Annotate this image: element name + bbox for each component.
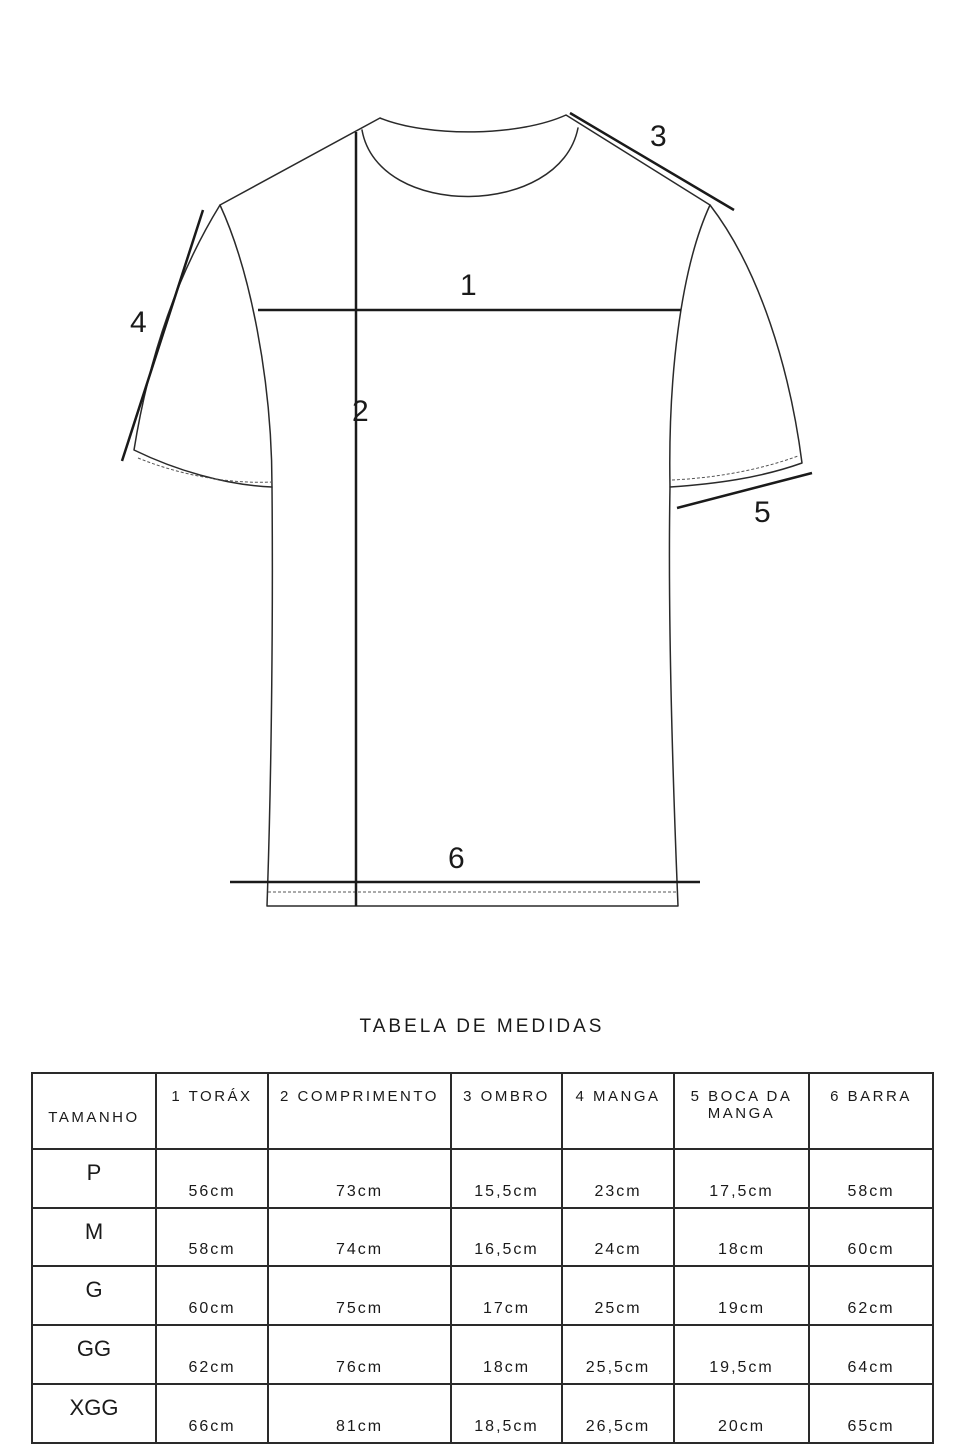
table-cell: 19cm [674,1266,809,1325]
table-row [32,1149,933,1208]
table-cell: 73cm [268,1149,451,1208]
right-armhole-seam [670,205,710,487]
table-cell: 25,5cm [562,1325,674,1384]
table-cell: 81cm [268,1384,451,1443]
size-cell: GG [32,1325,156,1384]
size-cell: XGG [32,1384,156,1443]
table-cell: 25cm [562,1266,674,1325]
table-cell: 62cm [156,1325,268,1384]
label-4: 4 [130,306,147,339]
left-sleeve-stitch [138,458,272,482]
table-cell: 76cm [268,1325,451,1384]
table-cell: 75cm [268,1266,451,1325]
table-cell: 17cm [451,1266,562,1325]
table-row [32,1266,933,1325]
table-row [32,1325,933,1384]
size-table-title: TABELA DE MEDIDAS [359,1016,605,1037]
table-cell: 58cm [809,1149,933,1208]
table-cell: 60cm [156,1266,268,1325]
header-hem: 6 BARRA [809,1073,933,1149]
table-cell: 66cm [156,1384,268,1443]
table-cell: 62cm [809,1266,933,1325]
right-sleeve-stitch [672,456,798,480]
table-cell: 64cm [809,1325,933,1384]
header-shoulder: 3 OMBRO [451,1073,562,1149]
left-armhole-seam [220,205,272,487]
label-3: 3 [650,120,667,153]
table-cell: 56cm [156,1149,268,1208]
table-cell: 20cm [674,1384,809,1443]
label-6: 6 [448,842,465,875]
table-cell: 65cm [809,1384,933,1443]
table-row [32,1208,933,1266]
collar-inner [362,128,578,197]
label-2: 2 [352,395,369,428]
label-1: 1 [460,269,477,302]
header-sleeve: 4 MANGA [562,1073,674,1149]
table-header-row [32,1073,933,1149]
tshirt-outline [134,115,802,906]
table-cell: 15,5cm [451,1149,562,1208]
table-cell: 74cm [268,1208,451,1266]
header-length: 2 COMPRIMENTO [268,1073,451,1149]
size-cell: G [32,1266,156,1325]
header-chest: 1 TORÁX [156,1073,268,1149]
table-cell: 23cm [562,1149,674,1208]
table-row [32,1384,933,1443]
table-cell: 18,5cm [451,1384,562,1443]
table-cell: 18cm [674,1208,809,1266]
table-cell: 24cm [562,1208,674,1266]
table-cell: 17,5cm [674,1149,809,1208]
header-size: TAMANHO [32,1073,156,1149]
table-cell: 58cm [156,1208,268,1266]
label-5: 5 [754,496,771,529]
table-cell: 16,5cm [451,1208,562,1266]
size-cell: M [32,1208,156,1266]
size-cell: P [32,1149,156,1208]
table-cell: 18cm [451,1325,562,1384]
table-cell: 26,5cm [562,1384,674,1443]
table-cell: 19,5cm [674,1325,809,1384]
table-cell: 60cm [809,1208,933,1266]
header-sleeve-opening: 5 BOCA DA MANGA [674,1073,809,1149]
size-table [31,1072,934,1444]
